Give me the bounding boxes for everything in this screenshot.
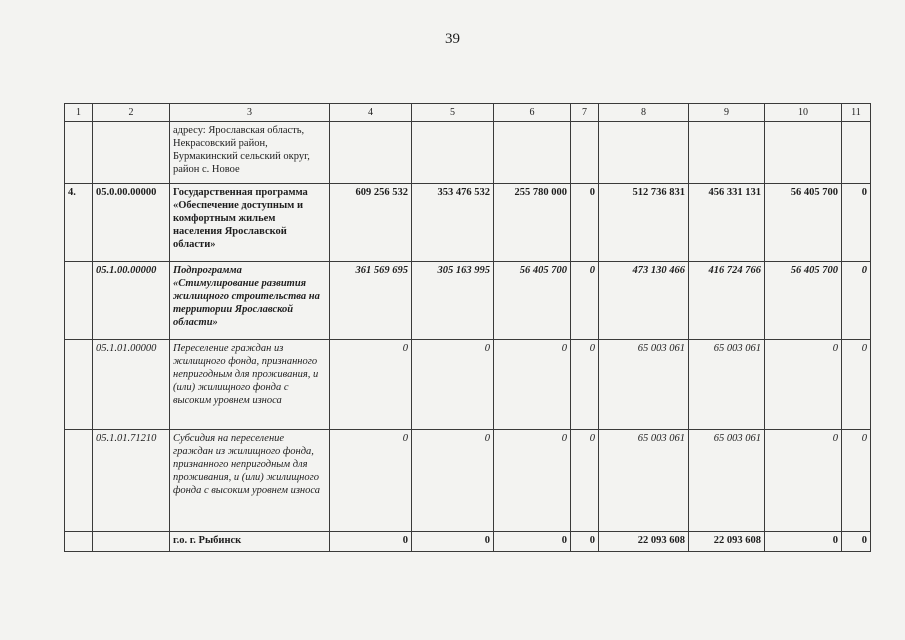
row-code: 05.1.00.00000 xyxy=(93,262,170,340)
value-cell: 416 724 766 xyxy=(689,262,765,340)
row-number xyxy=(65,532,93,552)
value-cell: 456 331 131 xyxy=(689,184,765,262)
value-cell: 0 xyxy=(842,262,871,340)
row-number: 4. xyxy=(65,184,93,262)
value-cell: 22 093 608 xyxy=(599,532,689,552)
column-header: 6 xyxy=(494,104,571,122)
value-cell: 0 xyxy=(330,430,412,532)
table-row xyxy=(65,184,871,262)
row-code: 05.1.01.71210 xyxy=(93,430,170,532)
row-code: 05.0.00.00000 xyxy=(93,184,170,262)
value-cell xyxy=(571,122,599,184)
row-name: Подпрограмма «Стимулирование развития жилищного строительства на территории Ярославской области» xyxy=(170,262,330,340)
value-cell: 65 003 061 xyxy=(599,340,689,430)
value-cell: 353 476 532 xyxy=(412,184,494,262)
column-header: 1 xyxy=(65,104,93,122)
column-header: 8 xyxy=(599,104,689,122)
column-number-row xyxy=(65,104,871,122)
budget-table xyxy=(64,103,871,552)
table-row xyxy=(65,532,871,552)
page-number: 39 xyxy=(445,31,460,47)
row-name: адресу: Ярославская область, Некрасовский район, Бурмакинский сельский округ, район с. Новое xyxy=(170,122,330,184)
value-cell: 0 xyxy=(330,340,412,430)
row-number xyxy=(65,430,93,532)
row-code: 05.1.01.00000 xyxy=(93,340,170,430)
column-header: 9 xyxy=(689,104,765,122)
row-name: Субсидия на переселение граждан из жилищного фонда, признанного непригодным для проживания, и (или) жилищного фонда с высоким уровнем износа xyxy=(170,430,330,532)
value-cell: 361 569 695 xyxy=(330,262,412,340)
value-cell: 0 xyxy=(412,340,494,430)
value-cell: 0 xyxy=(571,340,599,430)
value-cell: 0 xyxy=(842,184,871,262)
value-cell xyxy=(330,122,412,184)
row-code xyxy=(93,122,170,184)
value-cell: 255 780 000 xyxy=(494,184,571,262)
row-name: Государственная программа «Обеспечение доступным и комфортным жильем населения Ярославской области» xyxy=(170,184,330,262)
value-cell: 65 003 061 xyxy=(689,340,765,430)
value-cell: 305 163 995 xyxy=(412,262,494,340)
value-cell xyxy=(494,122,571,184)
value-cell: 0 xyxy=(412,430,494,532)
value-cell: 0 xyxy=(842,532,871,552)
value-cell: 0 xyxy=(765,430,842,532)
value-cell: 22 093 608 xyxy=(689,532,765,552)
column-header: 7 xyxy=(571,104,599,122)
value-cell: 0 xyxy=(765,532,842,552)
value-cell xyxy=(599,122,689,184)
value-cell: 512 736 831 xyxy=(599,184,689,262)
value-cell: 609 256 532 xyxy=(330,184,412,262)
value-cell: 56 405 700 xyxy=(765,262,842,340)
value-cell xyxy=(412,122,494,184)
table-row xyxy=(65,262,871,340)
value-cell xyxy=(689,122,765,184)
value-cell: 0 xyxy=(571,262,599,340)
table-row xyxy=(65,122,871,184)
value-cell: 0 xyxy=(412,532,494,552)
column-header: 3 xyxy=(170,104,330,122)
column-header: 2 xyxy=(93,104,170,122)
row-name: г.о. г. Рыбинск xyxy=(170,532,330,552)
value-cell: 0 xyxy=(571,184,599,262)
row-number xyxy=(65,340,93,430)
table-row xyxy=(65,430,871,532)
value-cell: 0 xyxy=(842,340,871,430)
value-cell: 56 405 700 xyxy=(494,262,571,340)
row-number xyxy=(65,122,93,184)
value-cell: 56 405 700 xyxy=(765,184,842,262)
row-number xyxy=(65,262,93,340)
value-cell: 0 xyxy=(765,340,842,430)
column-header: 4 xyxy=(330,104,412,122)
value-cell: 0 xyxy=(494,340,571,430)
value-cell: 0 xyxy=(494,430,571,532)
value-cell: 65 003 061 xyxy=(689,430,765,532)
column-header: 11 xyxy=(842,104,871,122)
row-name: Переселение граждан из жилищного фонда, признанного непригодным для проживания, и (или) жилищного фонда с высоким уровнем износа xyxy=(170,340,330,430)
table-row xyxy=(65,340,871,430)
value-cell: 0 xyxy=(494,532,571,552)
column-header: 5 xyxy=(412,104,494,122)
value-cell: 0 xyxy=(330,532,412,552)
row-code xyxy=(93,532,170,552)
value-cell: 0 xyxy=(842,430,871,532)
value-cell: 65 003 061 xyxy=(599,430,689,532)
value-cell: 0 xyxy=(571,532,599,552)
value-cell: 0 xyxy=(571,430,599,532)
value-cell xyxy=(842,122,871,184)
column-header: 10 xyxy=(765,104,842,122)
value-cell xyxy=(765,122,842,184)
value-cell: 473 130 466 xyxy=(599,262,689,340)
